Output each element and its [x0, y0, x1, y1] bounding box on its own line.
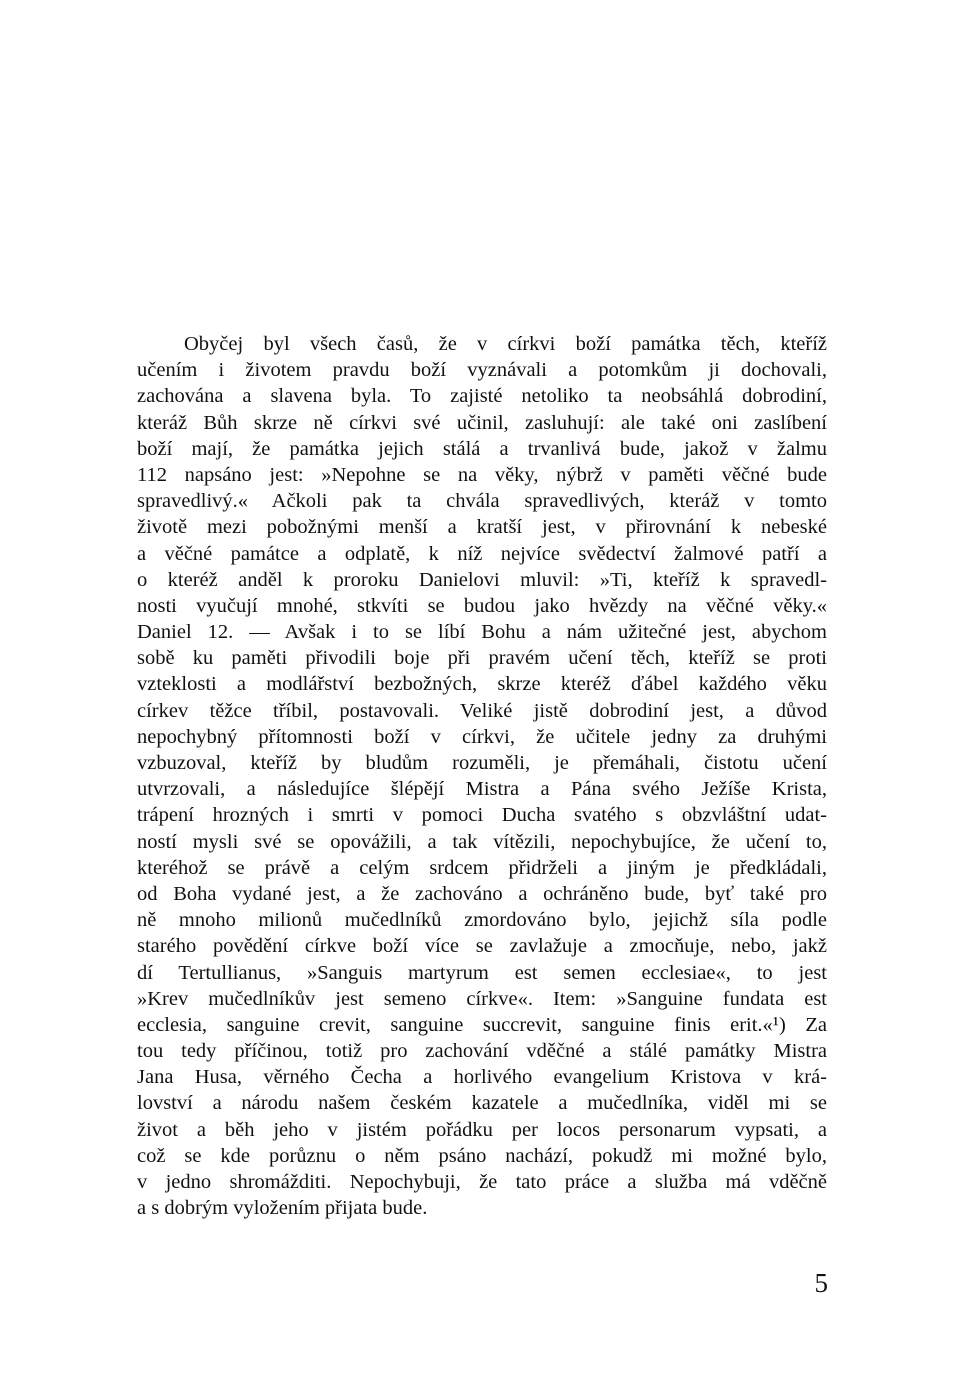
text-line: ně mnoho milionů mučedlníků zmordováno bylo, jejichž síla podle: [137, 909, 827, 932]
text-line: sobě ku paměti přivodili boje při pravém učení těch, kteříž se proti: [137, 647, 827, 670]
text-line: ností mysli své se opovážili, a tak vítězili, nepochybujíce, že učení to,: [137, 830, 827, 853]
text-line: boží mají, že památka jejich stálá a trvanlivá bude, jakož v žalmu: [137, 437, 827, 460]
text-line: Obyčej byl všech časů, že v církvi boží památka těch, kteříž: [184, 333, 827, 355]
page-number: 5: [814, 1268, 828, 1298]
text-line: Jana Husa, věrného Čecha a horlivého evangelium Kristova v krá-: [137, 1066, 827, 1089]
text-line: což se kde porůznu o něm psáno nachází, pokudž mi možné bylo,: [137, 1144, 827, 1167]
text-line: kteréhož se právě a celým srdcem přidrželi a jiným je předkládali,: [137, 856, 827, 879]
text-line: církev těžce tříbil, postavovali. Veliké jistě dobrodiní jest, a důvod: [137, 699, 827, 722]
text-line: učením i životem pravdu boží vyznávali a potomkům ji dochovali,: [137, 359, 827, 382]
text-line: kteráž Bůh skrze ně církvi své učinil, zasluhují: ale také oni zaslíbení: [137, 411, 827, 434]
text-line: o kteréž anděl k proroku Danielovi mluvil: »Ti, kteříž k spravedl-: [137, 568, 827, 591]
text-line: nosti vyučují mnohé, stkvíti se budou jako hvězdy na věčné věky.«: [137, 594, 827, 617]
text-line: život a běh jeho v jistém pořádku per locos personarum vypsati, a: [137, 1118, 827, 1141]
text-line: od Boha vydané jest, a že zachováno a ochráněno bude, byť také pro: [137, 882, 827, 905]
text-line: spravedlivý.« Ačkoli pak ta chvála spravedlivých, kteráž v tomto: [137, 490, 827, 513]
text-line: nepochybný přítomnosti boží v církvi, že učitele jedny za druhými: [137, 725, 827, 748]
text-line: a s dobrým vyložením přijata bude.: [137, 1197, 428, 1220]
text-line: vzteklosti a modlářství bezbožných, skrze kteréž ďábel každého věku: [137, 673, 827, 696]
text-line: dí Tertullianus, »Sanguis martyrum est semen ecclesiae«, to jest: [137, 961, 827, 984]
text-line: v jedno shromážditi. Nepochybuji, že tato práce a služba má vděčně: [137, 1171, 827, 1193]
text-line: trápení hrozných i smrti v pomoci Ducha svatého s obzvláštní udat-: [137, 804, 827, 827]
text-line: »Krev mučedlníkův jest semeno církve«. Item: »Sanguine fundata est: [137, 987, 827, 1010]
text-line: starého povědění církve boží více se zavlažuje a zmocňuje, nebo, jakž: [137, 935, 827, 958]
text-line: vzbuzoval, kteříž by bludům rozuměli, je přemáhali, čistotu učení: [137, 752, 827, 774]
text-line: utvrzovali, a následujíce šlépějí Mistra a Pána svého Ježíše Krista,: [137, 778, 827, 801]
text-line: 112 napsáno jest: »Nepohne se na věky, nýbrž v paměti věčné bude: [137, 463, 827, 486]
text-line: zachována a slavena byla. To zajisté netoliko ta neobsáhlá dobrodiní,: [137, 385, 827, 408]
text-line: životě mezi pobožnými menší a kratší jest, v přirovnání k nebeské: [137, 516, 827, 539]
text-line: lovství a národu našem českém kazatele a mučedlníka, viděl mi se: [137, 1092, 827, 1115]
text-line: Daniel 12. — Avšak i to se líbí Bohu a nám užitečné jest, abychom: [137, 621, 827, 644]
text-line: tou tedy příčinou, totiž pro zachování vděčné a stálé památky Mistra: [137, 1040, 827, 1063]
text-line: ecclesia, sanguine crevit, sanguine succrevit, sanguine finis erit.«¹) Za: [137, 1013, 827, 1036]
body-paragraph: [137, 331, 827, 1221]
text-line: a věčné památce a odplatě, k níž nejvíce svědectví žalmové patří a: [137, 542, 827, 565]
